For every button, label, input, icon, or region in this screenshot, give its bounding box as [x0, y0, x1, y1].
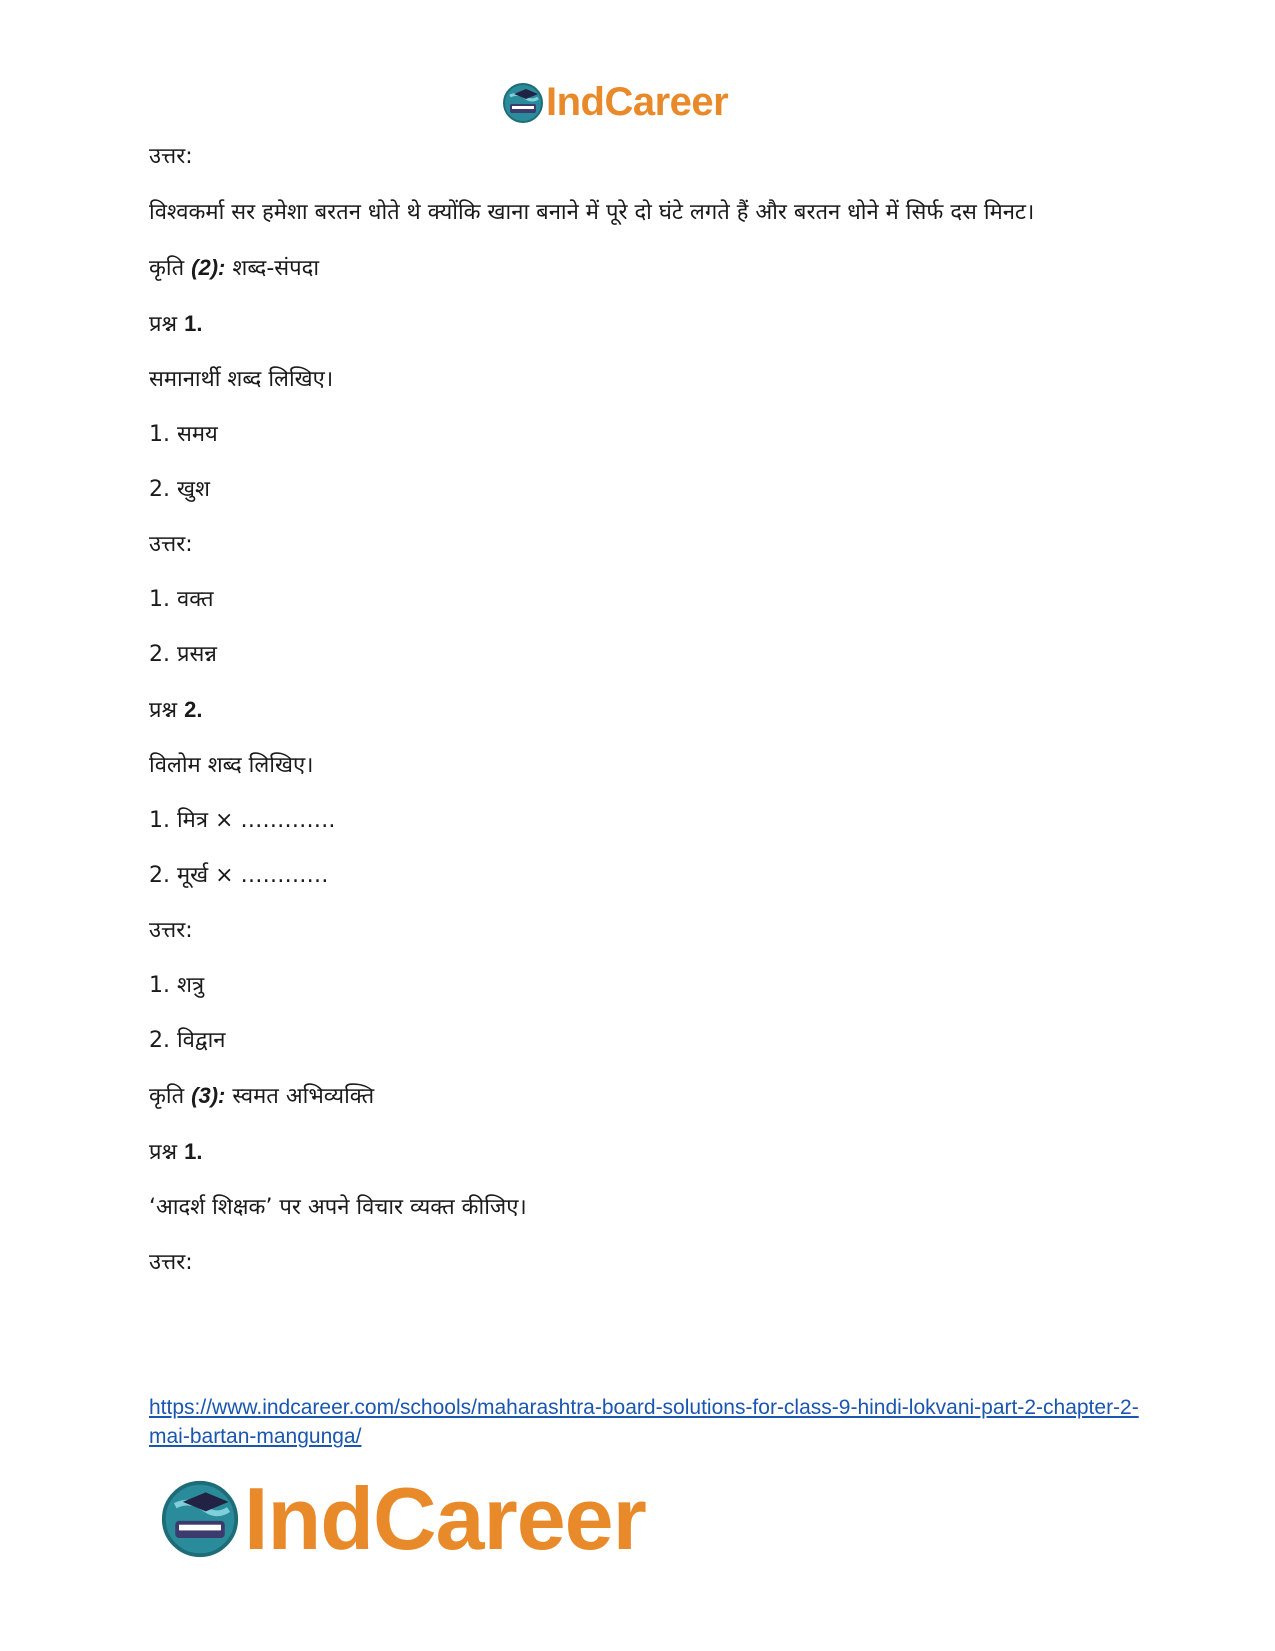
question-number: 1. [184, 1139, 203, 1164]
list-item: 2. विद्वान [149, 1028, 226, 1053]
section-number: (2): [191, 255, 226, 280]
list-item: 2. खुश [149, 477, 210, 502]
document-body [149, 142, 1139, 1303]
list-item: 2. प्रसन्न [149, 642, 217, 667]
list-item: 1. समय [149, 422, 218, 447]
section-title: स्वमत अभिव्यक्ति [232, 1084, 375, 1109]
question-heading [149, 695, 1139, 726]
question-number: 2. [184, 697, 203, 722]
question-word: प्रश्न [149, 312, 178, 337]
answer-label: उत्तर: [149, 918, 193, 943]
footer-logo [160, 1468, 646, 1570]
answer-label: उत्तर: [149, 144, 193, 169]
brand-name: IndCareer [244, 1469, 646, 1568]
globe-book-icon [502, 82, 544, 124]
header-logo [502, 80, 728, 125]
list-item: 2. मूर्ख × ………… [149, 863, 329, 888]
list-item: 1. वक्त [149, 587, 214, 612]
question-instruction: समानार्थी शब्द लिखिए। [149, 367, 334, 392]
list-item: 1. मित्र × …………. [149, 808, 336, 833]
section-heading [149, 253, 1139, 284]
question-instruction: विलोम शब्द लिखिए। [149, 753, 314, 778]
question-instruction: ‘आदर्श शिक्षक’ पर अपने विचार व्यक्त कीजिए। [149, 1195, 527, 1220]
source-url-link[interactable]: https://www.indcareer.com/schools/maharashtra-board-solutions-for-class-9-hindi-lokvani-part-2-chapter-2-mai-bartan-mangunga/ [149, 1396, 1139, 1448]
section-prefix: कृति [149, 256, 185, 281]
question-word: प्रश्न [149, 698, 178, 723]
answer-label: उत्तर: [149, 532, 193, 557]
section-title: शब्द-संपदा [232, 256, 320, 281]
globe-book-icon [160, 1479, 240, 1559]
section-heading [149, 1081, 1139, 1112]
answer-label: उत्तर: [149, 1250, 193, 1275]
brand-name: IndCareer [546, 80, 729, 124]
list-item: 1. शत्रु [149, 973, 205, 998]
question-word: प्रश्न [149, 1140, 178, 1165]
answer-text: विश्वकर्मा सर हमेशा बरतन धोते थे क्योंकि खाना बनाने में पूरे दो घंटे लगते हैं और बरतन धोने में सिर्फ दस मिनट। [149, 200, 1035, 225]
section-prefix: कृति [149, 1084, 185, 1109]
question-heading [149, 1137, 1139, 1168]
question-heading [149, 309, 1139, 340]
section-number: (3): [191, 1083, 226, 1108]
question-number: 1. [184, 311, 203, 336]
